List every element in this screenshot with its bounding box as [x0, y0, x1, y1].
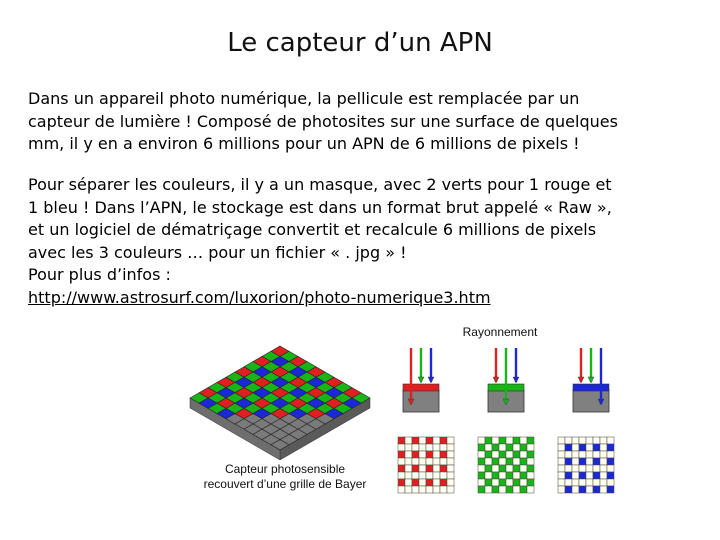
grid-cell — [398, 479, 405, 486]
grid-cell — [447, 479, 454, 486]
grid-cell — [492, 465, 499, 472]
grid-cell — [499, 458, 506, 465]
grid-cell — [405, 437, 412, 444]
grid-cell — [600, 451, 607, 458]
grid-cell — [492, 486, 499, 493]
grid-cell — [520, 479, 527, 486]
rayonnement-label: Rayonnement — [462, 325, 538, 339]
sensor-caption-line-1: Capteur photosensible — [224, 462, 346, 476]
grid-cell — [513, 444, 520, 451]
grid-cell — [586, 451, 593, 458]
grid-cell — [440, 458, 447, 465]
grid-cell — [499, 437, 506, 444]
grid-cell — [579, 444, 586, 451]
grid-cell — [572, 479, 579, 486]
grid-cell — [499, 465, 506, 472]
grid-cell — [398, 437, 405, 444]
grid-cell — [426, 444, 433, 451]
grid-cell — [412, 486, 419, 493]
grid-cell — [579, 479, 586, 486]
grid-cell — [520, 486, 527, 493]
grid-cell — [586, 465, 593, 472]
grid-cell — [607, 444, 614, 451]
grid-cell — [558, 437, 565, 444]
grid-cell — [492, 472, 499, 479]
grid-cell — [600, 479, 607, 486]
photosite — [573, 390, 609, 412]
grid-cell — [593, 472, 600, 479]
grid-cell — [426, 465, 433, 472]
grid-cell — [586, 486, 593, 493]
grid-cell — [600, 465, 607, 472]
photosite — [403, 390, 439, 412]
grid-cell — [419, 458, 426, 465]
grid-cell — [440, 472, 447, 479]
grid-cell — [499, 451, 506, 458]
grid-cell — [433, 479, 440, 486]
grid-cell — [440, 479, 447, 486]
grid-cell — [478, 437, 485, 444]
grid-cell — [499, 479, 506, 486]
grid-cell — [586, 472, 593, 479]
grid-cell — [478, 479, 485, 486]
grid-cell — [405, 444, 412, 451]
grid-cell — [447, 458, 454, 465]
grid-cell — [513, 465, 520, 472]
color-plane-grids — [395, 435, 635, 495]
grid-cell — [506, 437, 513, 444]
grid-cell — [506, 472, 513, 479]
grid-cell — [419, 451, 426, 458]
grid-cell — [433, 437, 440, 444]
grid-cell — [485, 472, 492, 479]
grid-cell — [440, 444, 447, 451]
grid-cell — [572, 472, 579, 479]
grid-cell — [440, 451, 447, 458]
arrow-head — [493, 377, 499, 383]
grid-cell — [520, 465, 527, 472]
grid-cell — [485, 479, 492, 486]
grid-cell — [447, 437, 454, 444]
grid-cell — [492, 479, 499, 486]
arrow-head — [428, 377, 434, 383]
grid-cell — [478, 465, 485, 472]
grid-cell — [433, 472, 440, 479]
grid-cell — [579, 465, 586, 472]
grid-cell — [506, 458, 513, 465]
grid-cell — [572, 486, 579, 493]
grid-cell — [426, 458, 433, 465]
grid-cell — [607, 472, 614, 479]
grid-cell — [447, 486, 454, 493]
grid-cell — [433, 444, 440, 451]
grid-cell — [527, 479, 534, 486]
grid-cell — [593, 486, 600, 493]
grid-cell — [579, 472, 586, 479]
arrow-head — [513, 377, 519, 383]
grid-cell — [492, 444, 499, 451]
grid-cell — [478, 451, 485, 458]
grid-cell — [565, 458, 572, 465]
grid-cell — [593, 479, 600, 486]
grid-cell — [447, 472, 454, 479]
grid-cell — [565, 465, 572, 472]
grid-cell — [433, 486, 440, 493]
grid-cell — [398, 444, 405, 451]
grid-cell — [607, 451, 614, 458]
intro-line-3: mm, il y en a environ 6 millions pour un APN de 6 millions de pixels ! — [28, 134, 580, 153]
grid-cell — [405, 458, 412, 465]
grid-cell — [440, 465, 447, 472]
grid-cell — [513, 451, 520, 458]
grid-cell — [520, 444, 527, 451]
grid-cell — [485, 451, 492, 458]
grid-cell — [558, 472, 565, 479]
grid-cell — [506, 465, 513, 472]
grid-cell — [572, 444, 579, 451]
grid-cell — [492, 437, 499, 444]
grid-cell — [527, 486, 534, 493]
grid-cell — [405, 465, 412, 472]
grid-cell — [412, 479, 419, 486]
grid-cell — [558, 451, 565, 458]
grid-cell — [572, 451, 579, 458]
grid-cell — [405, 486, 412, 493]
grid-cell — [579, 458, 586, 465]
bayer-sensor-illustration — [180, 340, 380, 460]
grid-cell — [492, 451, 499, 458]
grid-cell — [433, 458, 440, 465]
grid-cell — [527, 465, 534, 472]
grid-cell — [558, 479, 565, 486]
color-filter — [403, 384, 439, 391]
page-title: Le capteur d’un APN — [227, 28, 493, 58]
grid-cell — [558, 465, 565, 472]
sensor-caption-line-2: recouvert d’une grille de Bayer — [203, 477, 367, 491]
grid-cell — [426, 437, 433, 444]
grid-cell — [586, 479, 593, 486]
grid-cell — [586, 437, 593, 444]
grid-cell — [572, 458, 579, 465]
grid-cell — [586, 444, 593, 451]
grid-cell — [412, 472, 419, 479]
grid-cell — [405, 451, 412, 458]
grid-cell — [419, 444, 426, 451]
arrow-head — [418, 377, 424, 383]
grid-cell — [426, 472, 433, 479]
grid-cell — [607, 437, 614, 444]
color-filter — [573, 384, 609, 391]
grid-cell — [565, 451, 572, 458]
grid-cell — [426, 451, 433, 458]
filter-photosites-diagram — [395, 340, 625, 420]
grid-cell — [520, 451, 527, 458]
grid-cell — [600, 458, 607, 465]
grid-cell — [398, 486, 405, 493]
sensor-caption — [190, 462, 380, 492]
grid-cell — [447, 444, 454, 451]
grid-cell — [398, 472, 405, 479]
grid-cell — [433, 465, 440, 472]
grid-cell — [527, 472, 534, 479]
bayer-line-4: avec les 3 couleurs … pour un fichier « . jpg » ! — [28, 242, 407, 262]
grid-cell — [572, 437, 579, 444]
grid-cell — [499, 472, 506, 479]
grid-cell — [433, 451, 440, 458]
grid-cell — [513, 472, 520, 479]
grid-cell — [565, 472, 572, 479]
grid-cell — [419, 479, 426, 486]
grid-cell — [607, 479, 614, 486]
grid-cell — [558, 458, 565, 465]
grid-cell — [506, 444, 513, 451]
grid-cell — [513, 458, 520, 465]
grid-cell — [426, 486, 433, 493]
grid-cell — [440, 437, 447, 444]
more-info-link[interactable]: http://www.astrosurf.com/luxorion/photo-numerique3.htm — [28, 287, 491, 307]
grid-cell — [600, 437, 607, 444]
grid-cell — [412, 465, 419, 472]
grid-cell — [447, 451, 454, 458]
grid-cell — [520, 458, 527, 465]
grid-cell — [419, 472, 426, 479]
grid-cell — [527, 437, 534, 444]
grid-cell — [593, 437, 600, 444]
bayer-paragraph — [28, 174, 700, 309]
grid-cell — [513, 486, 520, 493]
grid-cell — [513, 437, 520, 444]
grid-cell — [593, 458, 600, 465]
grid-cell — [586, 458, 593, 465]
grid-cell — [485, 465, 492, 472]
arrow-head — [578, 377, 584, 383]
grid-cell — [558, 486, 565, 493]
grid-cell — [478, 458, 485, 465]
grid-cell — [600, 486, 607, 493]
grid-cell — [607, 486, 614, 493]
grid-cell — [412, 437, 419, 444]
grid-cell — [506, 451, 513, 458]
grid-cell — [520, 472, 527, 479]
intro-line-2: capteur de lumière ! Composé de photosites sur une surface de quelques — [28, 111, 618, 131]
grid-cell — [485, 486, 492, 493]
grid-cell — [412, 458, 419, 465]
grid-cell — [527, 444, 534, 451]
grid-cell — [565, 444, 572, 451]
grid-cell — [412, 451, 419, 458]
grid-cell — [405, 472, 412, 479]
grid-cell — [593, 451, 600, 458]
grid-cell — [398, 465, 405, 472]
grid-cell — [412, 444, 419, 451]
grid-cell — [579, 451, 586, 458]
grid-cell — [506, 479, 513, 486]
grid-cell — [447, 465, 454, 472]
grid-cell — [607, 458, 614, 465]
grid-cell — [398, 458, 405, 465]
grid-cell — [565, 479, 572, 486]
grid-cell — [492, 458, 499, 465]
grid-cell — [520, 437, 527, 444]
grid-cell — [593, 465, 600, 472]
grid-cell — [499, 486, 506, 493]
grid-cell — [419, 486, 426, 493]
grid-cell — [579, 437, 586, 444]
grid-cell — [419, 437, 426, 444]
grid-cell — [426, 479, 433, 486]
grid-cell — [579, 486, 586, 493]
intro-paragraph — [28, 88, 700, 156]
bayer-line-5: Pour plus d’infos : — [28, 265, 171, 284]
grid-cell — [600, 472, 607, 479]
grid-cell — [478, 486, 485, 493]
grid-cell — [485, 458, 492, 465]
bayer-line-1: Pour séparer les couleurs, il y a un masque, avec 2 verts pour 1 rouge et — [28, 175, 612, 194]
grid-cell — [478, 444, 485, 451]
grid-cell — [499, 444, 506, 451]
grid-cell — [398, 451, 405, 458]
grid-cell — [440, 486, 447, 493]
intro-line-1: Dans un appareil photo numérique, la pellicule est remplacée par un — [28, 89, 580, 108]
grid-cell — [565, 486, 572, 493]
grid-cell — [527, 458, 534, 465]
grid-cell — [506, 486, 513, 493]
grid-cell — [565, 437, 572, 444]
bayer-line-3: et un logiciel de dématriçage convertit et recalcule 6 millions de pixels — [28, 220, 597, 239]
bayer-line-2: 1 bleu ! Dans l’APN, le stockage est dans un format brut appelé « Raw », — [28, 197, 612, 217]
grid-cell — [478, 472, 485, 479]
grid-cell — [485, 437, 492, 444]
grid-cell — [593, 444, 600, 451]
grid-cell — [405, 479, 412, 486]
grid-cell — [513, 479, 520, 486]
grid-cell — [485, 444, 492, 451]
grid-cell — [527, 451, 534, 458]
grid-cell — [558, 444, 565, 451]
grid-cell — [419, 465, 426, 472]
grid-cell — [572, 465, 579, 472]
arrow-head — [588, 377, 594, 383]
grid-cell — [607, 465, 614, 472]
grid-cell — [600, 444, 607, 451]
